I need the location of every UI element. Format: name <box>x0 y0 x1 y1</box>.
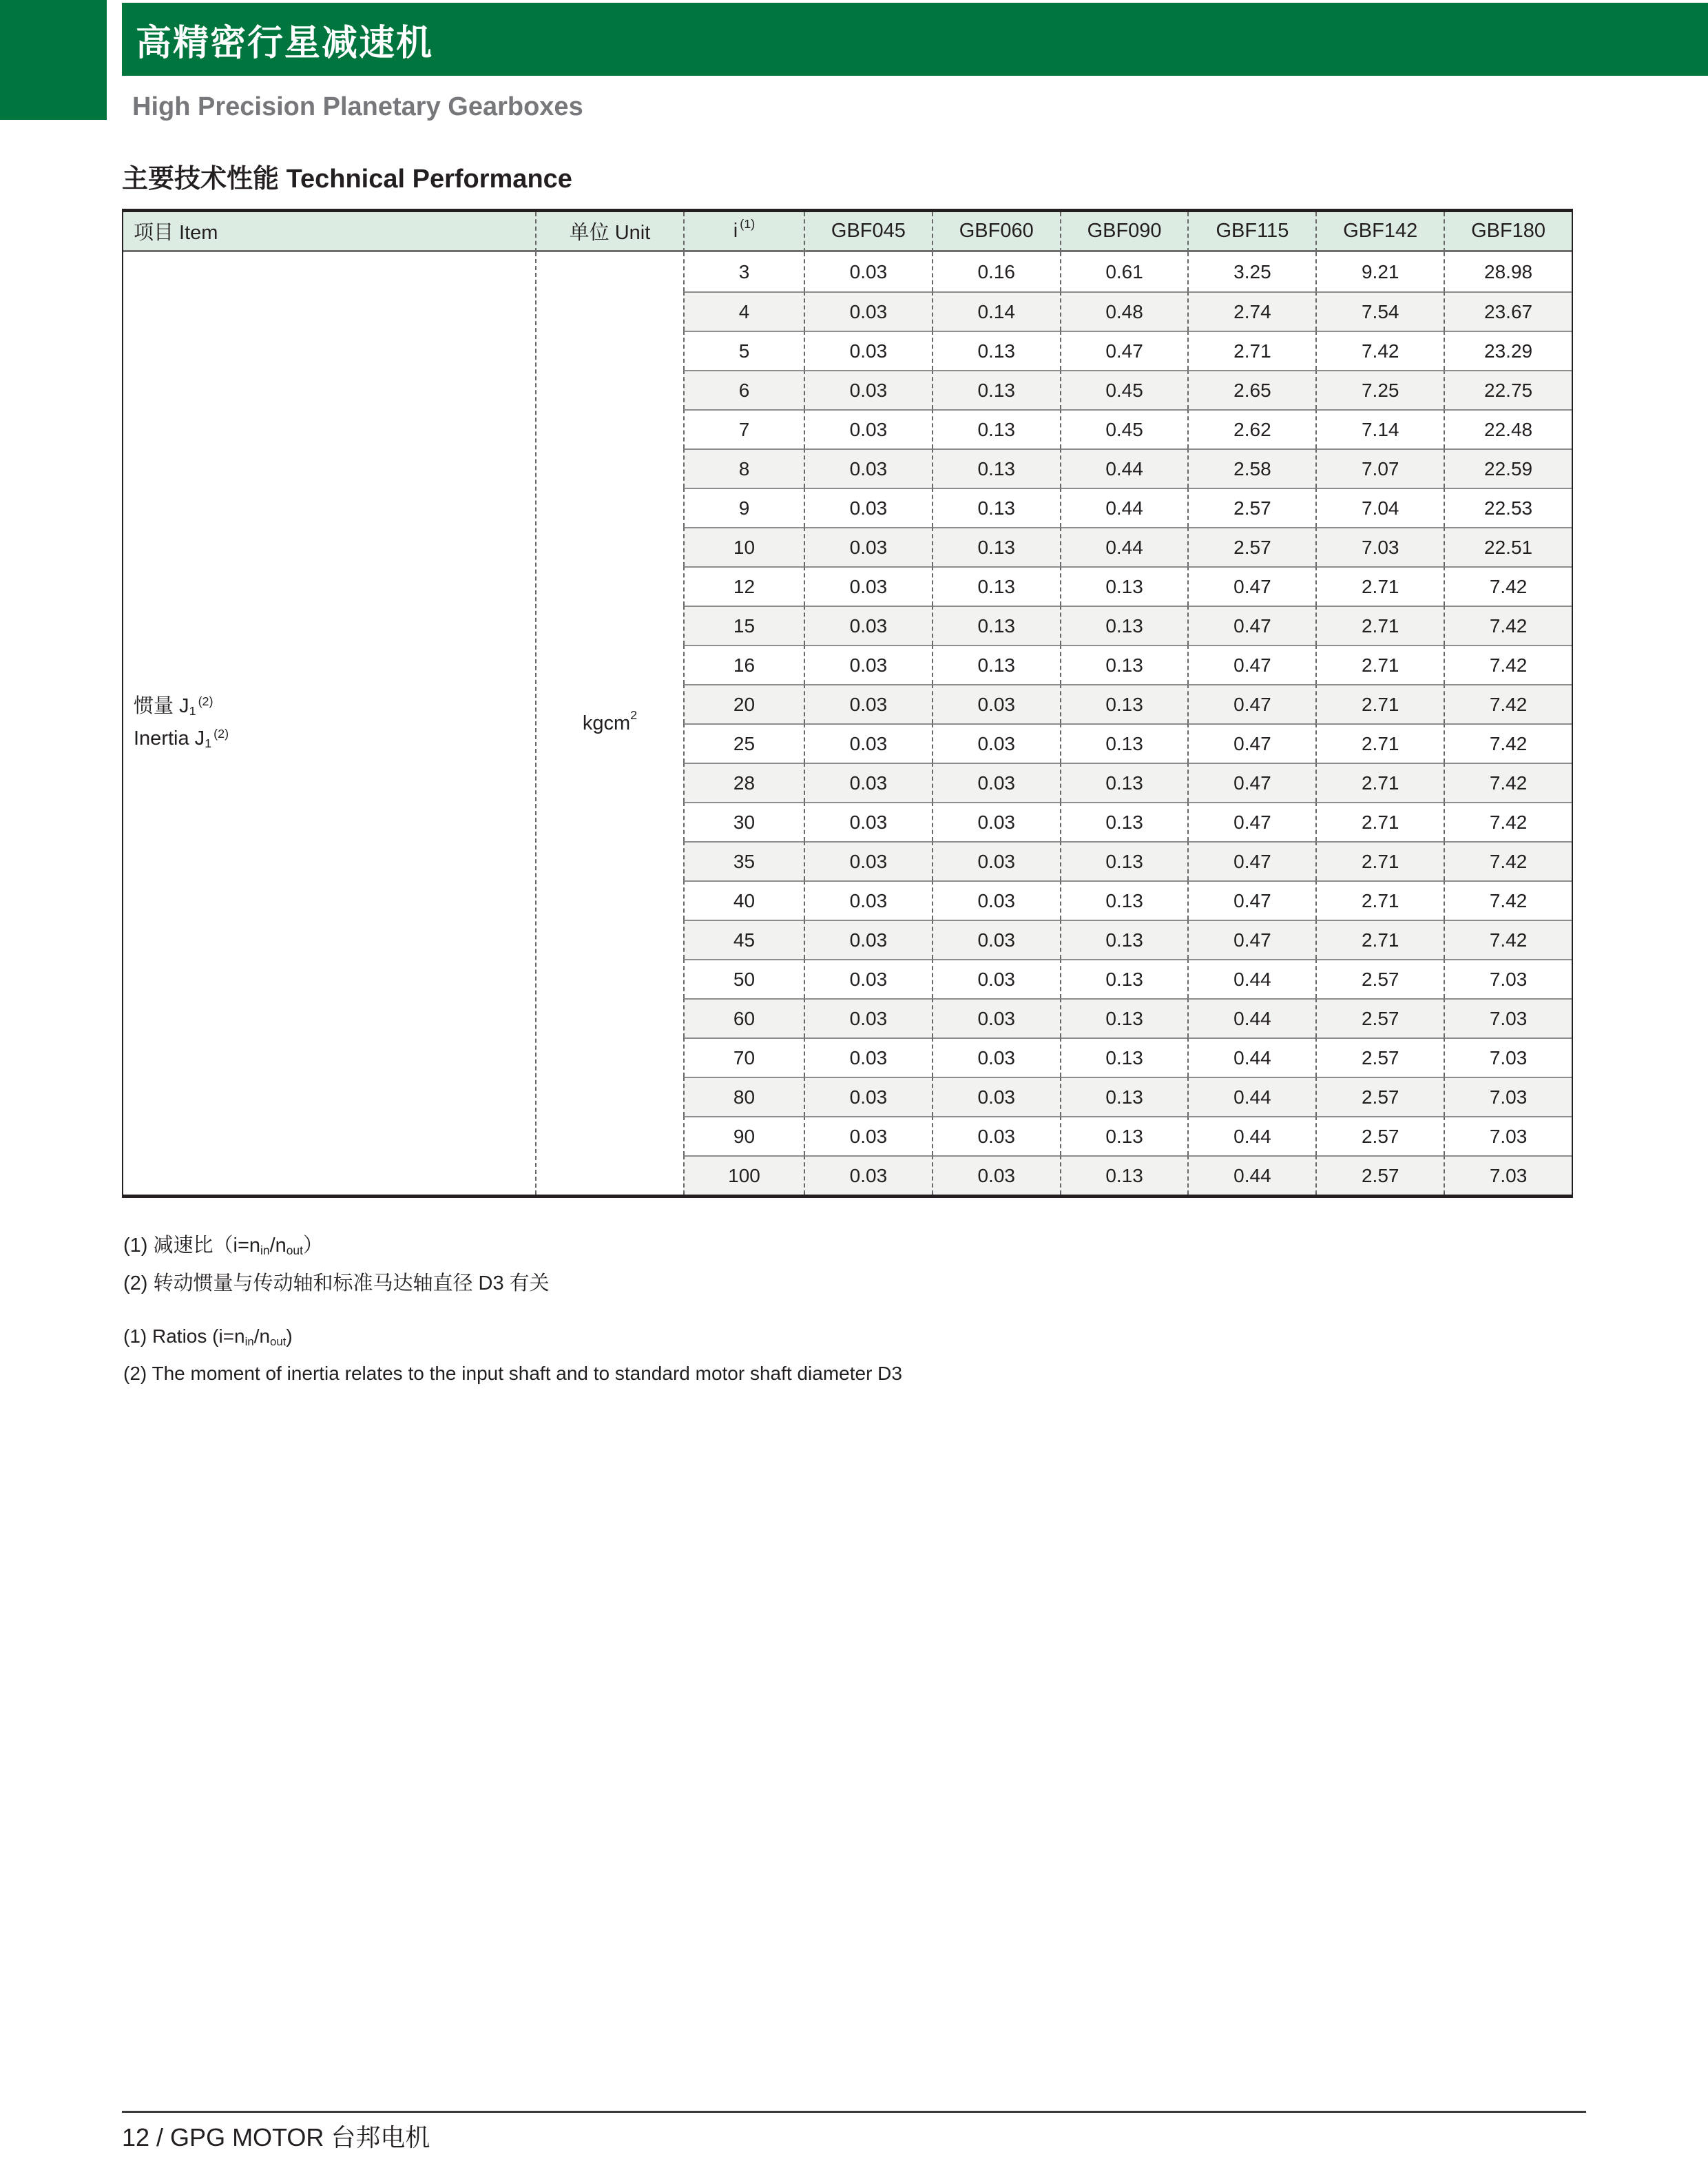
value-cell: 0.03 <box>804 959 932 998</box>
value-cell: 0.44 <box>1187 998 1315 1037</box>
value-cell: 0.03 <box>804 448 932 488</box>
value-cell: 22.51 <box>1444 527 1572 566</box>
value-cell: 0.13 <box>1060 1077 1188 1116</box>
value-cell: 0.45 <box>1060 370 1188 409</box>
value-cell: 0.13 <box>1060 606 1188 645</box>
value-cell: 0.03 <box>804 1077 932 1116</box>
value-cell: 7.42 <box>1444 645 1572 684</box>
value-cell: 0.13 <box>1060 684 1188 723</box>
value-cell: 0.03 <box>932 1077 1060 1116</box>
value-cell: 2.57 <box>1315 1155 1444 1195</box>
value-cell: 2.71 <box>1315 841 1444 880</box>
value-cell: 0.13 <box>932 331 1060 370</box>
value-cell: 7.42 <box>1444 920 1572 959</box>
value-cell: 9.21 <box>1315 252 1444 291</box>
value-cell: 7.25 <box>1315 370 1444 409</box>
value-cell: 2.71 <box>1315 880 1444 920</box>
value-cell: 0.03 <box>804 880 932 920</box>
column-header-gbf115: GBF115 <box>1187 212 1315 252</box>
value-cell: 23.29 <box>1444 331 1572 370</box>
footer-rule <box>122 2111 1586 2113</box>
value-cell: 22.75 <box>1444 370 1572 409</box>
value-cell: 0.44 <box>1060 448 1188 488</box>
value-cell: 7.07 <box>1315 448 1444 488</box>
footnote-en-1: (1) Ratios (i=nin/nout) <box>123 1325 293 1348</box>
section-title-zh: 主要技术性能 <box>122 165 280 194</box>
column-header-gbf045: GBF045 <box>804 212 932 252</box>
footnote-zh-1: (1) 减速比（i=nin/nout） <box>123 1235 323 1257</box>
ratio-cell: 3 <box>683 252 804 291</box>
value-cell: 7.54 <box>1315 291 1444 331</box>
value-cell: 0.48 <box>1060 291 1188 331</box>
ratio-cell: 30 <box>683 802 804 841</box>
column-header-gbf180: GBF180 <box>1444 212 1572 252</box>
value-cell: 0.47 <box>1187 645 1315 684</box>
value-cell: 0.03 <box>932 880 1060 920</box>
value-cell: 0.03 <box>932 723 1060 763</box>
value-cell: 2.57 <box>1315 1037 1444 1077</box>
value-cell: 0.47 <box>1187 684 1315 723</box>
value-cell: 0.45 <box>1060 409 1188 448</box>
value-cell: 7.42 <box>1444 841 1572 880</box>
value-cell: 7.14 <box>1315 409 1444 448</box>
value-cell: 0.03 <box>804 645 932 684</box>
value-cell: 0.03 <box>804 331 932 370</box>
brand-accent-block <box>0 0 107 120</box>
ratio-cell: 20 <box>683 684 804 723</box>
value-cell: 7.03 <box>1444 998 1572 1037</box>
value-cell: 0.47 <box>1187 802 1315 841</box>
value-cell: 2.58 <box>1187 448 1315 488</box>
section-title <box>122 157 572 195</box>
value-cell: 2.57 <box>1315 1077 1444 1116</box>
column-header-gbf090: GBF090 <box>1060 212 1188 252</box>
page-subtitle: High Precision Planetary Gearboxes <box>132 92 583 121</box>
value-cell: 0.47 <box>1187 920 1315 959</box>
value-cell: 22.59 <box>1444 448 1572 488</box>
ratio-cell: 9 <box>683 488 804 527</box>
value-cell: 0.03 <box>804 409 932 448</box>
value-cell: 7.03 <box>1315 527 1444 566</box>
value-cell: 0.13 <box>932 645 1060 684</box>
column-header-ratio <box>683 212 804 252</box>
footnote-en-2: (2) The moment of inertia relates to the input shaft and to standard motor shaft diameter D3 <box>123 1363 902 1384</box>
value-cell: 2.57 <box>1315 959 1444 998</box>
value-cell: 0.13 <box>1060 959 1188 998</box>
ratio-symbol: i <box>733 220 738 242</box>
value-cell: 0.61 <box>1060 252 1188 291</box>
value-cell: 0.13 <box>1060 763 1188 802</box>
value-cell: 28.98 <box>1444 252 1572 291</box>
value-cell: 0.03 <box>804 723 932 763</box>
column-header-gbf142: GBF142 <box>1315 212 1444 252</box>
value-cell: 7.42 <box>1444 880 1572 920</box>
value-cell: 0.13 <box>1060 1116 1188 1155</box>
value-cell: 0.03 <box>932 959 1060 998</box>
column-header-gbf060: GBF060 <box>932 212 1060 252</box>
value-cell: 7.42 <box>1444 606 1572 645</box>
value-cell: 2.71 <box>1315 566 1444 606</box>
ratio-cell: 50 <box>683 959 804 998</box>
value-cell: 7.42 <box>1315 331 1444 370</box>
ratio-cell: 4 <box>683 291 804 331</box>
value-cell: 0.13 <box>1060 841 1188 880</box>
ratio-cell: 70 <box>683 1037 804 1077</box>
value-cell: 0.03 <box>932 998 1060 1037</box>
value-cell: 0.13 <box>932 409 1060 448</box>
ratio-cell: 80 <box>683 1077 804 1116</box>
value-cell: 0.03 <box>932 1037 1060 1077</box>
value-cell: 0.03 <box>932 920 1060 959</box>
value-cell: 7.42 <box>1444 723 1572 763</box>
value-cell: 0.47 <box>1187 606 1315 645</box>
value-cell: 0.47 <box>1187 566 1315 606</box>
ratio-cell: 90 <box>683 1116 804 1155</box>
value-cell: 7.42 <box>1444 684 1572 723</box>
ratio-cell: 7 <box>683 409 804 448</box>
value-cell: 0.13 <box>932 566 1060 606</box>
value-cell: 2.71 <box>1187 331 1315 370</box>
ratio-cell: 45 <box>683 920 804 959</box>
value-cell: 2.71 <box>1315 606 1444 645</box>
value-cell: 7.03 <box>1444 1155 1572 1195</box>
value-cell: 0.13 <box>1060 920 1188 959</box>
value-cell: 0.03 <box>804 566 932 606</box>
value-cell: 0.13 <box>932 448 1060 488</box>
value-cell: 0.03 <box>804 1037 932 1077</box>
value-cell: 0.03 <box>804 291 932 331</box>
value-cell: 2.65 <box>1187 370 1315 409</box>
value-cell: 0.13 <box>932 370 1060 409</box>
page-title: 高精密行星减速机 <box>136 23 434 63</box>
unit-base: kgcm <box>582 712 631 734</box>
value-cell: 0.03 <box>804 920 932 959</box>
ratio-cell: 35 <box>683 841 804 880</box>
value-cell: 2.57 <box>1315 998 1444 1037</box>
value-cell: 0.47 <box>1187 841 1315 880</box>
section-title-en: Technical Performance <box>286 165 572 194</box>
value-cell: 0.44 <box>1060 488 1188 527</box>
value-cell: 7.03 <box>1444 959 1572 998</box>
value-cell: 7.04 <box>1315 488 1444 527</box>
value-cell: 0.47 <box>1187 723 1315 763</box>
value-cell: 0.03 <box>804 252 932 291</box>
value-cell: 0.44 <box>1187 959 1315 998</box>
value-cell: 7.42 <box>1444 802 1572 841</box>
value-cell: 2.74 <box>1187 291 1315 331</box>
ratio-cell: 15 <box>683 606 804 645</box>
value-cell: 0.13 <box>932 606 1060 645</box>
value-cell: 23.67 <box>1444 291 1572 331</box>
value-cell: 0.03 <box>804 606 932 645</box>
ratio-cell: 10 <box>683 527 804 566</box>
title-bar <box>122 3 1708 76</box>
value-cell: 2.71 <box>1315 802 1444 841</box>
value-cell: 2.71 <box>1315 723 1444 763</box>
value-cell: 0.13 <box>1060 1037 1188 1077</box>
value-cell: 0.03 <box>804 841 932 880</box>
value-cell: 0.13 <box>1060 1155 1188 1195</box>
value-cell: 2.71 <box>1315 920 1444 959</box>
value-cell: 7.03 <box>1444 1037 1572 1077</box>
column-header-item: 项目 Item <box>123 212 535 252</box>
value-cell: 2.57 <box>1187 527 1315 566</box>
value-cell: 0.44 <box>1187 1077 1315 1116</box>
ratio-cell: 40 <box>683 880 804 920</box>
row-group-label-inertia <box>123 252 535 1195</box>
value-cell: 2.71 <box>1315 763 1444 802</box>
value-cell: 2.71 <box>1315 645 1444 684</box>
value-cell: 0.13 <box>1060 802 1188 841</box>
value-cell: 0.13 <box>1060 566 1188 606</box>
unit-exponent: 2 <box>630 707 638 722</box>
value-cell: 0.44 <box>1187 1037 1315 1077</box>
column-header-unit: 单位 Unit <box>535 212 683 252</box>
page-number-footer: 12 / GPG MOTOR 台邦电机 <box>122 2123 430 2151</box>
value-cell: 0.13 <box>1060 645 1188 684</box>
value-cell: 0.44 <box>1060 527 1188 566</box>
value-cell: 2.57 <box>1187 488 1315 527</box>
technical-performance-table <box>122 209 1573 1198</box>
value-cell: 0.14 <box>932 291 1060 331</box>
value-cell: 0.13 <box>932 488 1060 527</box>
ratio-cell: 28 <box>683 763 804 802</box>
value-cell: 0.03 <box>804 370 932 409</box>
value-cell: 3.25 <box>1187 252 1315 291</box>
value-cell: 0.13 <box>932 527 1060 566</box>
value-cell: 7.42 <box>1444 566 1572 606</box>
ratio-cell: 5 <box>683 331 804 370</box>
value-cell: 0.03 <box>804 998 932 1037</box>
footnote-zh-2: (2) 转动惯量与传动轴和标准马达轴直径 D3 有关 <box>123 1272 550 1294</box>
value-cell: 0.03 <box>804 684 932 723</box>
value-cell: 0.03 <box>932 684 1060 723</box>
value-cell: 0.03 <box>804 1116 932 1155</box>
value-cell: 7.03 <box>1444 1116 1572 1155</box>
value-cell: 2.71 <box>1315 684 1444 723</box>
value-cell: 0.13 <box>1060 998 1188 1037</box>
value-cell: 0.03 <box>804 763 932 802</box>
value-cell: 0.03 <box>932 841 1060 880</box>
value-cell: 0.03 <box>804 1155 932 1195</box>
ratio-cell: 6 <box>683 370 804 409</box>
unit-cell-kgcm2 <box>535 252 683 1195</box>
ratio-cell: 100 <box>683 1155 804 1195</box>
inertia-label-en: Inertia J1$^{(2)}$ <box>134 727 229 751</box>
value-cell: 7.03 <box>1444 1077 1572 1116</box>
value-cell: 2.57 <box>1315 1116 1444 1155</box>
value-cell: 0.03 <box>804 527 932 566</box>
value-cell: 0.47 <box>1187 880 1315 920</box>
value-cell: 22.53 <box>1444 488 1572 527</box>
value-cell: 0.03 <box>804 802 932 841</box>
ratio-cell: 8 <box>683 448 804 488</box>
value-cell: 22.48 <box>1444 409 1572 448</box>
ratio-cell: 16 <box>683 645 804 684</box>
ratio-cell: 60 <box>683 998 804 1037</box>
value-cell: 0.13 <box>1060 880 1188 920</box>
ratio-cell: 12 <box>683 566 804 606</box>
value-cell: 0.47 <box>1187 763 1315 802</box>
value-cell: 0.03 <box>932 1116 1060 1155</box>
value-cell: 0.13 <box>1060 723 1188 763</box>
value-cell: 0.03 <box>932 1155 1060 1195</box>
ratio-cell: 25 <box>683 723 804 763</box>
value-cell: 0.16 <box>932 252 1060 291</box>
value-cell: 0.44 <box>1187 1116 1315 1155</box>
value-cell: 2.62 <box>1187 409 1315 448</box>
value-cell: 0.03 <box>804 488 932 527</box>
value-cell: 0.03 <box>932 763 1060 802</box>
value-cell: 7.42 <box>1444 763 1572 802</box>
inertia-label-zh: 惯量 J1$^{(2)}$ <box>134 694 214 719</box>
value-cell: 0.47 <box>1060 331 1188 370</box>
value-cell: 0.44 <box>1187 1155 1315 1195</box>
value-cell: 0.03 <box>932 802 1060 841</box>
ratio-footnote-mark: (1) <box>740 217 756 231</box>
